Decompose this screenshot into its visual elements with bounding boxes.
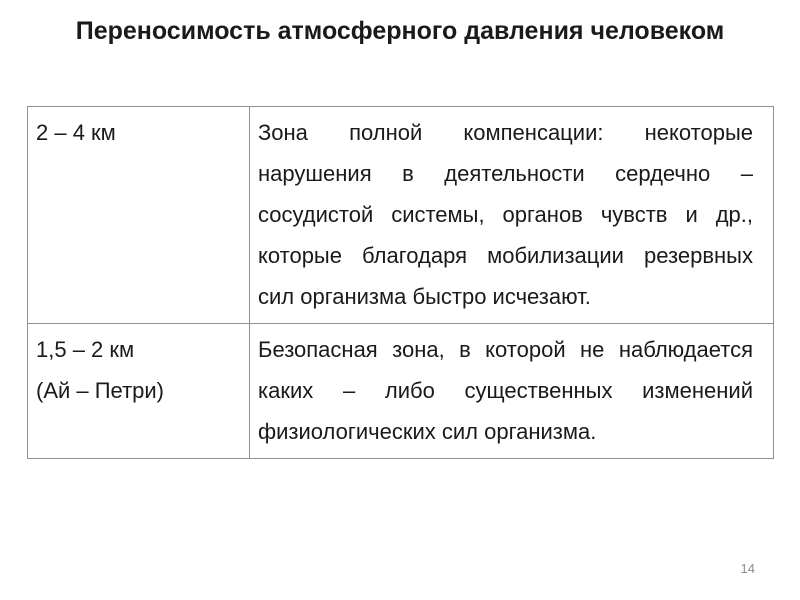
description-cell: Зона полной компенсации: некоторые нарушения в деятельности сердечно – сосудистой системы, органов чувств и др., которые благодаря мобилизации резервных сил организма быстро исчезают.: [250, 107, 774, 324]
page-number: 14: [740, 561, 755, 576]
altitude-tolerance-table: [27, 106, 774, 459]
table-row: [28, 107, 774, 324]
table-row: [28, 324, 774, 459]
slide-title: Переносимость атмосферного давления человеком: [75, 17, 725, 45]
altitude-label: 2 – 4 км: [36, 120, 116, 145]
description-cell: Безопасная зона, в которой не наблюдается каких – либо существенных изменений физиологических сил организма.: [250, 324, 774, 459]
altitude-label: 1,5 – 2 км: [36, 337, 135, 362]
altitude-cell: [28, 324, 250, 459]
altitude-cell: [28, 107, 250, 324]
altitude-location-label: (Ай – Петри): [36, 378, 164, 403]
